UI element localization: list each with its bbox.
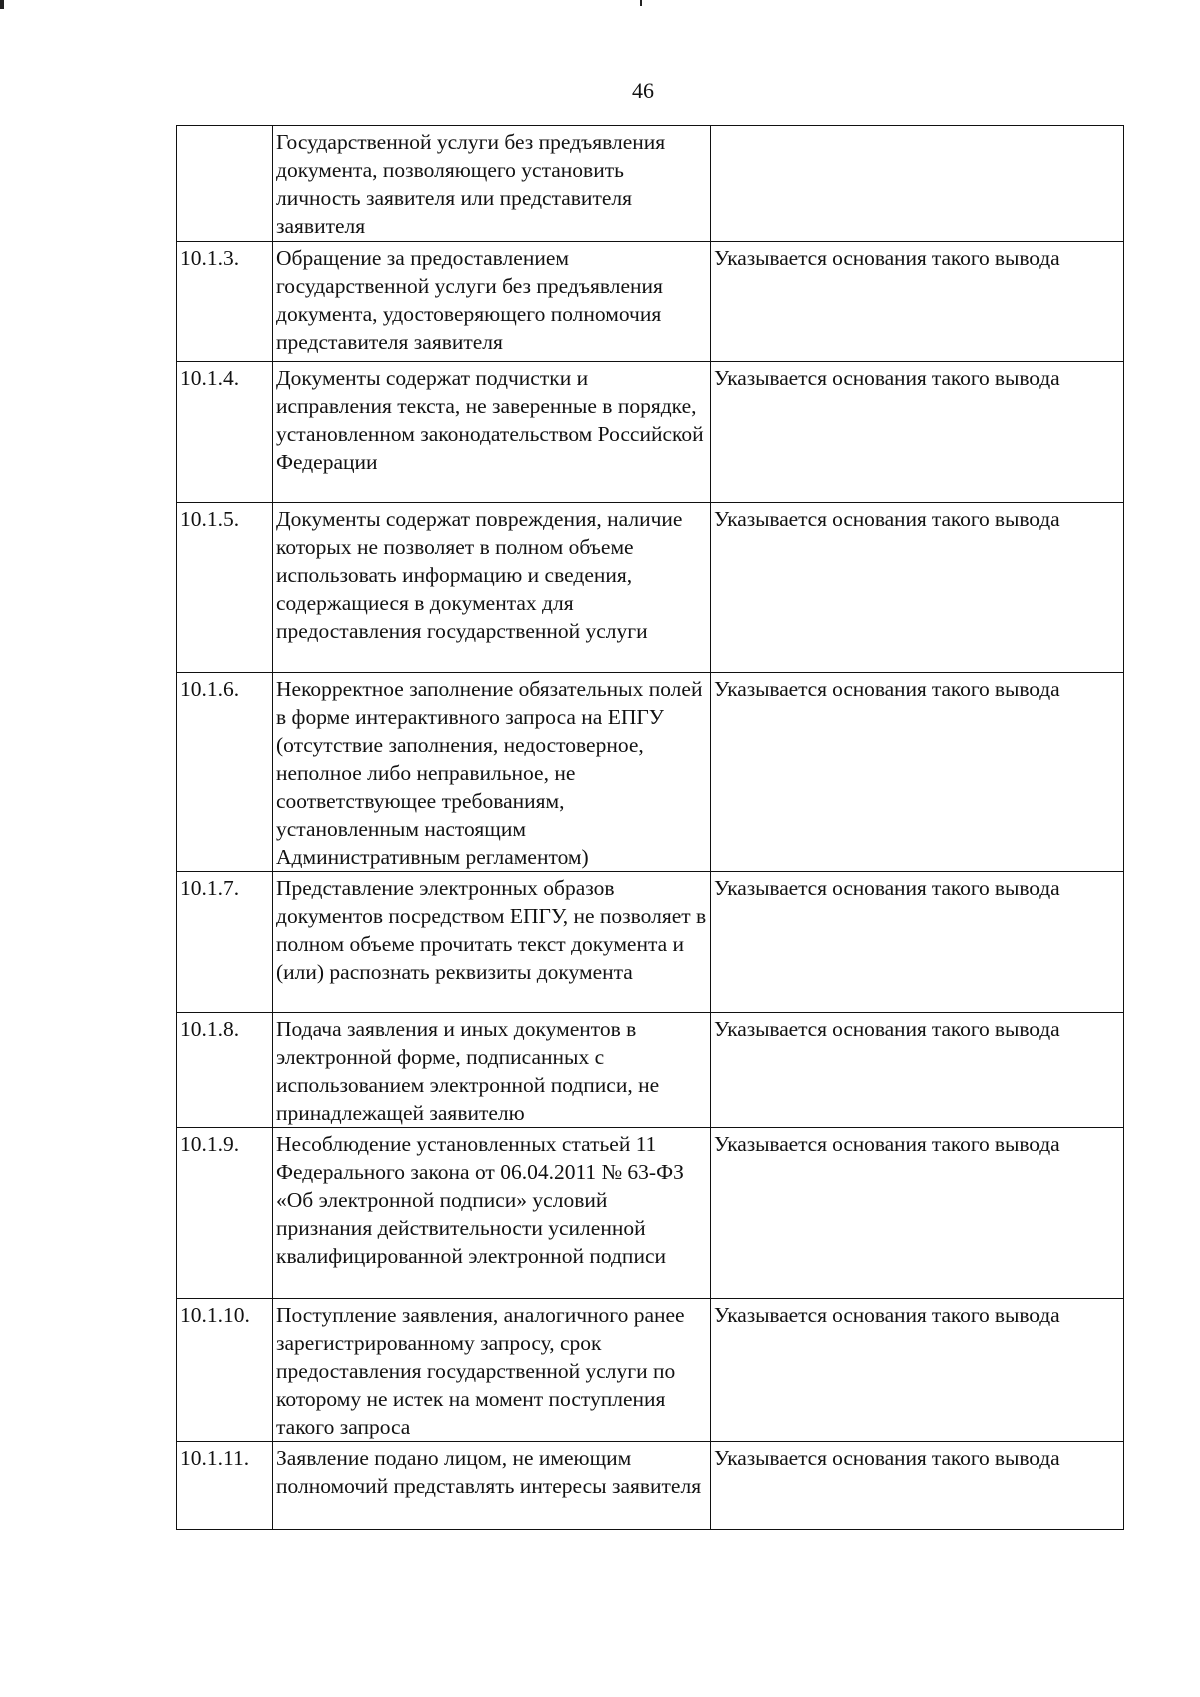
row-number: 10.1.9. [177, 1128, 273, 1299]
row-number: 10.1.8. [177, 1013, 273, 1128]
row-ground-text: Документы содержат повреждения, наличие которых не позволяет в полном объеме использовать информацию и сведения, содержащиеся в документах для предоставления государственной услуги [273, 503, 711, 673]
row-ground-text: Государственной услуги без предъявления документа, позволяющего установить личность заявителя или представителя заявителя [273, 126, 711, 242]
row-result-text: Указывается основания такого вывода [711, 503, 1124, 673]
row-ground-text: Документы содержат подчистки и исправления текста, не заверенные в порядке, установленном законодательством Российской Федерации [273, 362, 711, 503]
row-ground-text: Поступление заявления, аналогичного ранее зарегистрированному запросу, срок предоставления государственной услуги по которому не истек на момент поступления такого запроса [273, 1299, 711, 1442]
row-number: 10.1.7. [177, 872, 273, 1013]
row-number: 10.1.3. [177, 242, 273, 362]
row-ground-text: Обращение за предоставлением государственной услуги без предъявления документа, удостоверяющего полномочия представителя заявителя [273, 242, 711, 362]
table-row [177, 673, 1124, 872]
row-result-text: Указывается основания такого вывода [711, 362, 1124, 503]
row-result-text: Указывается основания такого вывода [711, 673, 1124, 872]
row-ground-text: Представление электронных образов документов посредством ЕПГУ, не позволяет в полном объеме прочитать текст документа и (или) распознать реквизиты документа [273, 872, 711, 1013]
row-ground-text: Подача заявления и иных документов в электронной форме, подписанных с использованием электронной подписи, не принадлежащей заявителю [273, 1013, 711, 1128]
row-number: 10.1.10. [177, 1299, 273, 1442]
row-ground-text: Несоблюдение установленных статьей 11 Федерального закона от 06.04.2011 № 63-ФЗ «Об электронной подписи» условий признания действительности усиленной квалифицированной электронной подписи [273, 1128, 711, 1299]
table-row [177, 872, 1124, 1013]
row-number: 10.1.11. [177, 1442, 273, 1530]
row-number: 10.1.6. [177, 673, 273, 872]
scan-top-tick [640, 0, 642, 6]
table-row [177, 1128, 1124, 1299]
table-row [177, 1299, 1124, 1442]
row-result-text: Указывается основания такого вывода [711, 242, 1124, 362]
row-result-text: Указывается основания такого вывода [711, 1299, 1124, 1442]
table-row [177, 1013, 1124, 1128]
row-result-text [711, 126, 1124, 242]
table-row [177, 503, 1124, 673]
table-row [177, 126, 1124, 242]
row-ground-text: Некорректное заполнение обязательных полей в форме интерактивного запроса на ЕПГУ (отсутствие заполнения, недостоверное, неполное либо неправильное, не соответствующее требованиям, установленным настоящим Административным регламентом) [273, 673, 711, 872]
page-number: 46 [632, 78, 654, 103]
row-result-text: Указывается основания такого вывода [711, 1013, 1124, 1128]
table-row [177, 1442, 1124, 1530]
scan-edge-mark [0, 0, 4, 9]
row-result-text: Указывается основания такого вывода [711, 1128, 1124, 1299]
table-row [177, 362, 1124, 503]
row-number: 10.1.5. [177, 503, 273, 673]
row-ground-text: Заявление подано лицом, не имеющим полномочий представлять интересы заявителя [273, 1442, 711, 1530]
row-number: 10.1.4. [177, 362, 273, 503]
row-number [177, 126, 273, 242]
row-result-text: Указывается основания такого вывода [711, 872, 1124, 1013]
row-result-text: Указывается основания такого вывода [711, 1442, 1124, 1530]
table-row [177, 242, 1124, 362]
grounds-table [176, 125, 1124, 1530]
